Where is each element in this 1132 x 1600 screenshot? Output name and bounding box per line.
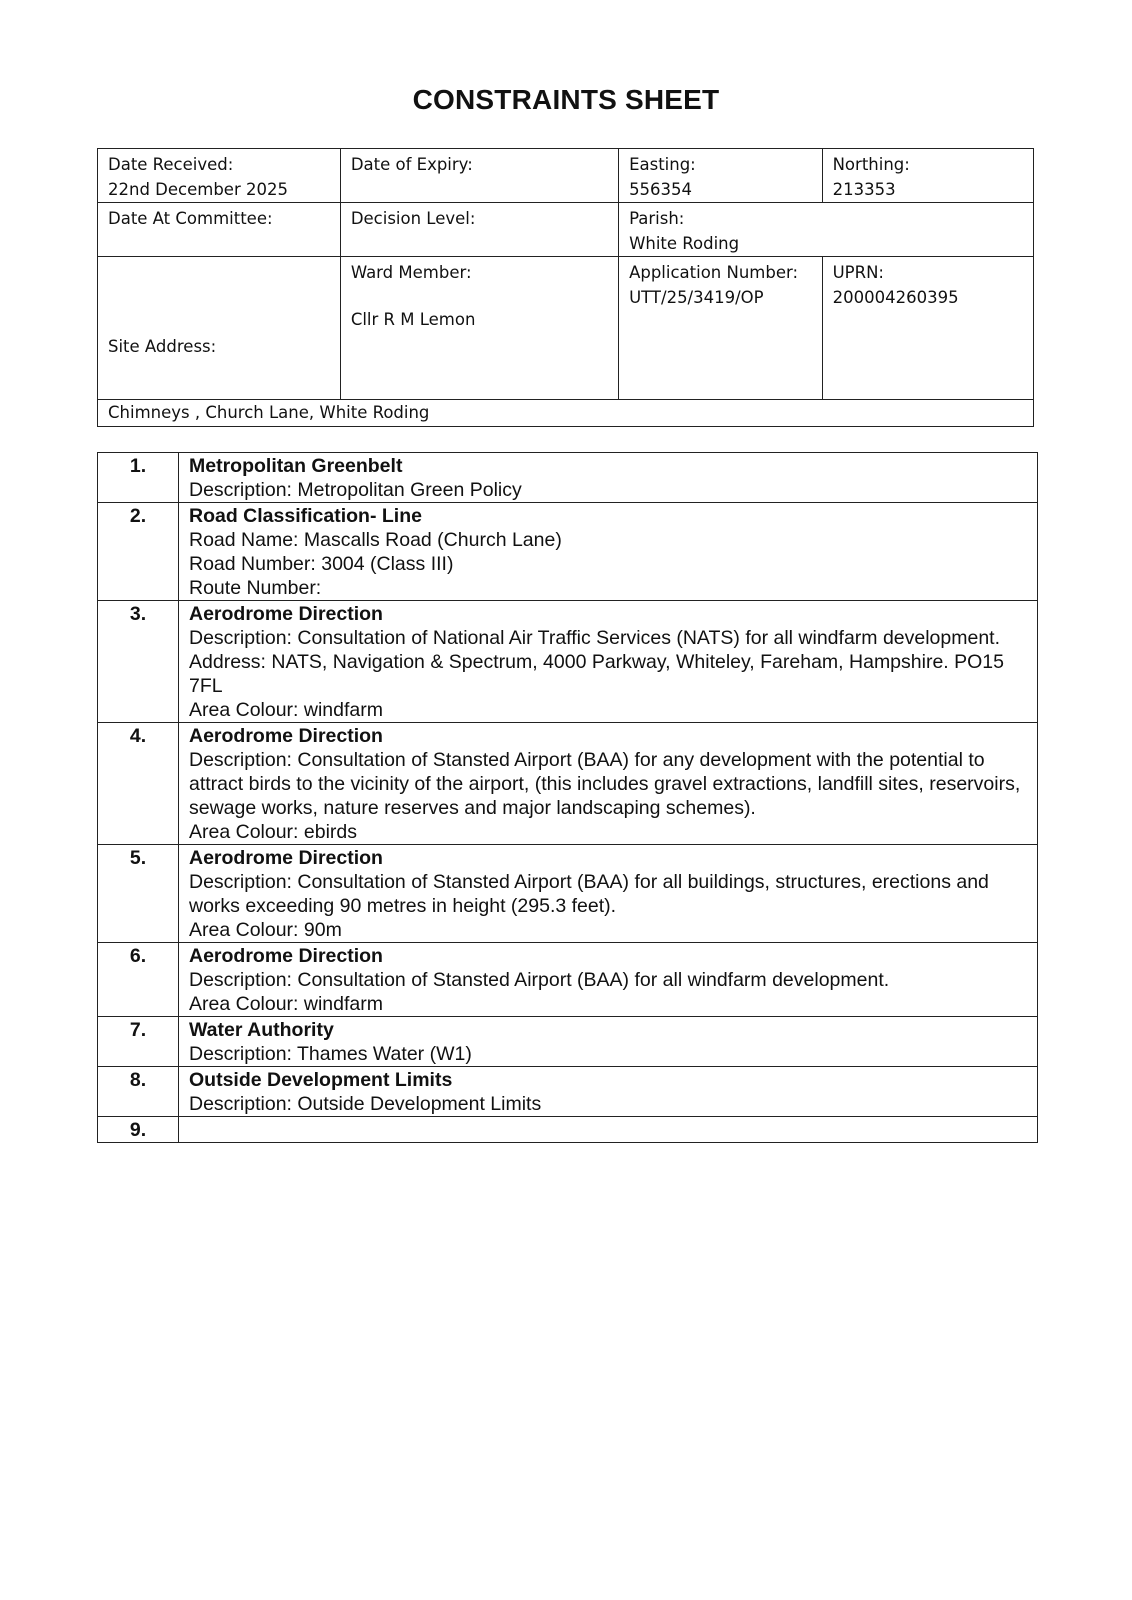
date-expiry-cell [340, 149, 618, 203]
decision-level-cell [340, 203, 618, 257]
constraint-content [179, 601, 1038, 723]
constraint-content [179, 845, 1038, 943]
application-number-value: UTT/25/3419/OP [629, 288, 764, 307]
constraints-table [97, 452, 1038, 1143]
site-address-label-cell [98, 257, 341, 400]
constraint-row [98, 943, 1038, 1017]
application-number-label: Application Number: [629, 263, 799, 282]
constraint-detail: Area Colour: ebirds [189, 821, 357, 843]
constraint-row [98, 1117, 1038, 1143]
constraint-number: 4. [98, 723, 179, 845]
parish-value: White Roding [629, 234, 740, 253]
constraint-row [98, 601, 1038, 723]
constraint-number: 3. [98, 601, 179, 723]
constraint-number: 8. [98, 1067, 179, 1117]
site-address-label: Site Address: [108, 337, 217, 356]
constraint-number: 1. [98, 453, 179, 503]
constraint-title: Outside Development Limits [189, 1069, 453, 1091]
ward-member-label: Ward Member: [350, 263, 472, 282]
constraint-detail: Road Number: 3004 (Class III) [189, 553, 454, 575]
date-received-value: 22nd December 2025 [108, 180, 288, 199]
date-received-cell [98, 149, 341, 203]
constraint-row [98, 453, 1038, 503]
constraint-content [179, 943, 1038, 1017]
constraint-content [179, 723, 1038, 845]
constraint-content [179, 1017, 1038, 1067]
northing-cell [822, 149, 1033, 203]
site-address-value: Chimneys , Church Lane, White Roding [108, 403, 430, 422]
ward-member-cell [340, 257, 618, 400]
constraint-detail: Description: Consultation of Stansted Airport (BAA) for all buildings, structures, erections and works exceeding 90 metres in height (295.3 feet). [189, 871, 989, 917]
site-address-cell [98, 400, 1034, 427]
constraint-detail: Road Name: Mascalls Road (Church Lane) [189, 529, 562, 551]
constraint-number: 5. [98, 845, 179, 943]
decision-level-label: Decision Level: [350, 209, 476, 228]
constraint-title: Aerodrome Direction [189, 603, 383, 625]
northing-label: Northing: [832, 155, 910, 174]
constraint-title: Metropolitan Greenbelt [189, 455, 403, 477]
northing-value: 213353 [832, 180, 896, 199]
easting-cell [619, 149, 823, 203]
constraint-row [98, 723, 1038, 845]
date-committee-label: Date At Committee: [108, 209, 273, 228]
constraint-title: Aerodrome Direction [189, 945, 383, 967]
constraint-row [98, 1067, 1038, 1117]
constraint-detail: Description: Consultation of Stansted Airport (BAA) for all windfarm development. [189, 969, 890, 991]
uprn-cell [822, 257, 1033, 400]
constraint-row [98, 503, 1038, 601]
constraint-number: 6. [98, 943, 179, 1017]
uprn-value: 200004260395 [832, 288, 959, 307]
constraint-title: Aerodrome Direction [189, 725, 383, 747]
constraint-detail: Description: Consultation of Stansted Airport (BAA) for any development with the potential to attract birds to the vicinity of the airport, (this includes gravel extractions, landfill sites, reservoirs, sewage works, nature reserves and major landscaping schemes). [189, 749, 1021, 819]
constraint-content [179, 453, 1038, 503]
constraint-detail: Description: Thames Water (W1) [189, 1043, 472, 1065]
constraint-detail: Address: NATS, Navigation & Spectrum, 4000 Parkway, Whiteley, Fareham, Hampshire. PO15 7FL [189, 651, 1004, 697]
application-info-table [97, 148, 1034, 427]
date-received-label: Date Received: [108, 155, 234, 174]
constraint-content [179, 1067, 1038, 1117]
constraint-content [179, 1117, 1038, 1143]
constraint-title: Road Classification- Line [189, 505, 422, 527]
constraint-row [98, 845, 1038, 943]
application-number-cell [619, 257, 823, 400]
constraint-title: Aerodrome Direction [189, 847, 383, 869]
constraint-detail: Description: Outside Development Limits [189, 1093, 542, 1115]
constraint-title: Water Authority [189, 1019, 334, 1041]
constraint-number: 9. [98, 1117, 179, 1143]
constraint-detail: Area Colour: 90m [189, 919, 342, 941]
uprn-label: UPRN: [832, 263, 884, 282]
easting-value: 556354 [629, 180, 693, 199]
page-title: CONSTRAINTS SHEET [412, 84, 720, 115]
constraint-row [98, 1017, 1038, 1067]
date-committee-cell [98, 203, 341, 257]
constraint-content [179, 503, 1038, 601]
easting-label: Easting: [629, 155, 696, 174]
constraint-detail: Description: Consultation of National Air Traffic Services (NATS) for all windfarm development. [189, 627, 1001, 649]
date-expiry-label: Date of Expiry: [350, 155, 473, 174]
constraint-detail: Area Colour: windfarm [189, 699, 383, 721]
constraint-number: 2. [98, 503, 179, 601]
constraint-detail: Description: Metropolitan Green Policy [189, 479, 522, 501]
ward-member-value: Cllr R M Lemon [350, 310, 476, 329]
parish-cell [619, 203, 1034, 257]
constraint-detail: Route Number: [189, 577, 322, 599]
constraint-detail: Area Colour: windfarm [189, 993, 383, 1015]
constraint-number: 7. [98, 1017, 179, 1067]
parish-label: Parish: [629, 209, 685, 228]
